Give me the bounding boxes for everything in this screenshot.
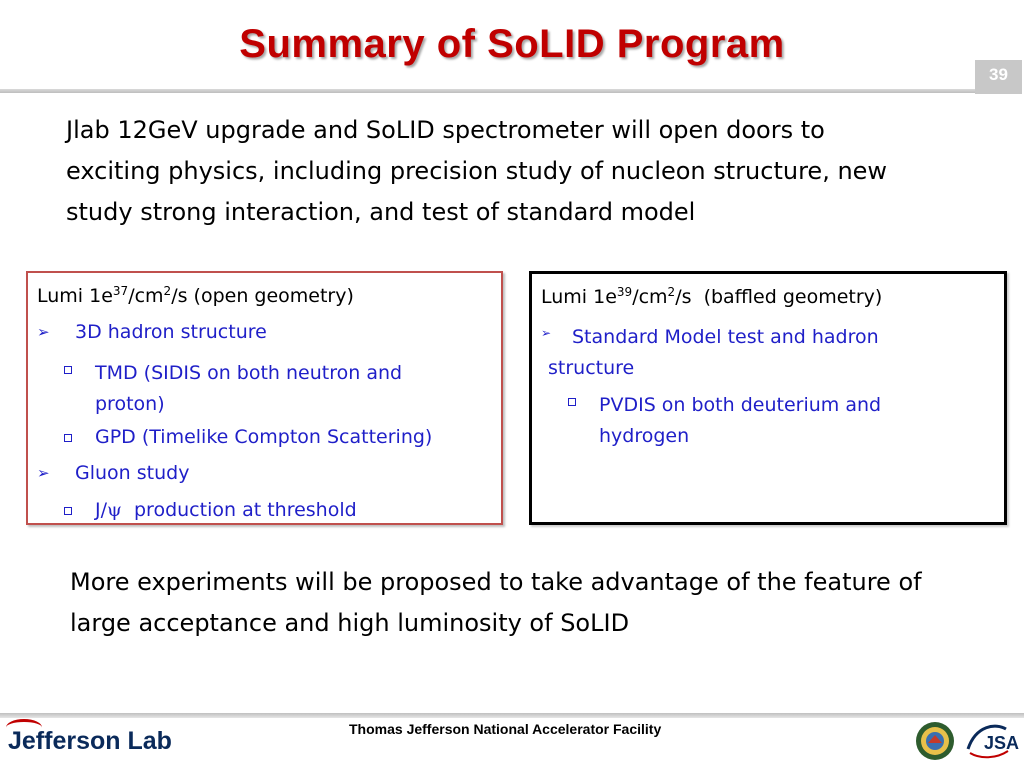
baffled-geometry-heading	[541, 286, 882, 308]
open-geometry-heading	[37, 285, 354, 307]
open-geometry-box	[26, 271, 503, 525]
item-gluon: Gluon study	[75, 462, 190, 484]
arrow-bullet-icon: ➢	[541, 326, 552, 340]
closing-paragraph: More experiments will be proposed to take advantage of the feature of large acceptance and high luminosity of SoLID	[70, 568, 922, 637]
footer-divider	[0, 713, 1024, 718]
arrow-bullet-icon: ➢	[37, 323, 50, 341]
heading-exponent: 39	[616, 285, 633, 299]
psi-symbol: ψ	[107, 499, 122, 521]
heading-suffix: /s (baffled geometry)	[675, 286, 883, 308]
item-3d-hadron: 3D hadron structure	[75, 321, 267, 343]
item-jpsi	[95, 499, 357, 521]
heading-mid: /cm	[128, 285, 164, 307]
item-tmd: TMD (SIDIS on both neutron and proton)	[95, 362, 403, 415]
logo-swoosh-icon	[6, 719, 42, 736]
baffled-geometry-box	[529, 271, 1007, 525]
slide-title: Summary of SoLID Program	[239, 22, 785, 66]
heading-exponent-2: 2	[163, 284, 172, 298]
item-standard-model: Standard Model test and hadron structure	[548, 326, 879, 379]
heading-prefix: Lumi 1e	[541, 286, 617, 308]
item-pvdis: PVDIS on both deuterium and hydrogen	[599, 394, 882, 447]
doe-seal-icon	[915, 721, 955, 761]
square-bullet-icon	[64, 434, 72, 442]
item-gpd: GPD (Timelike Compton Scattering)	[95, 426, 433, 448]
heading-prefix: Lumi 1e	[37, 285, 113, 307]
heading-mid: /cm	[632, 286, 668, 308]
heading-exponent: 37	[112, 284, 129, 298]
logo-text: Jefferson Lab	[8, 727, 172, 755]
square-bullet-icon	[568, 398, 576, 406]
jsa-text: JSA	[984, 733, 1020, 753]
jpsi-prefix: J/	[95, 499, 108, 521]
jpsi-suffix: production at threshold	[121, 499, 357, 521]
page-number: 39	[975, 60, 1022, 94]
intro-paragraph: Jlab 12GeV upgrade and SoLID spectrometer will open doors to exciting physics, including precision study of nucleon structure, new study strong interaction, and test of standard model	[66, 116, 888, 226]
heading-suffix: /s (open geometry)	[171, 285, 354, 307]
heading-exponent-2: 2	[667, 285, 676, 299]
jsa-logo-icon	[962, 719, 1020, 763]
footer-institution: Thomas Jefferson National Accelerator Facility	[349, 721, 662, 737]
square-bullet-icon	[64, 507, 72, 515]
title-divider	[0, 89, 975, 93]
arrow-bullet-icon: ➢	[37, 464, 50, 482]
square-bullet-icon	[64, 366, 72, 374]
jefferson-lab-logo	[8, 727, 172, 756]
